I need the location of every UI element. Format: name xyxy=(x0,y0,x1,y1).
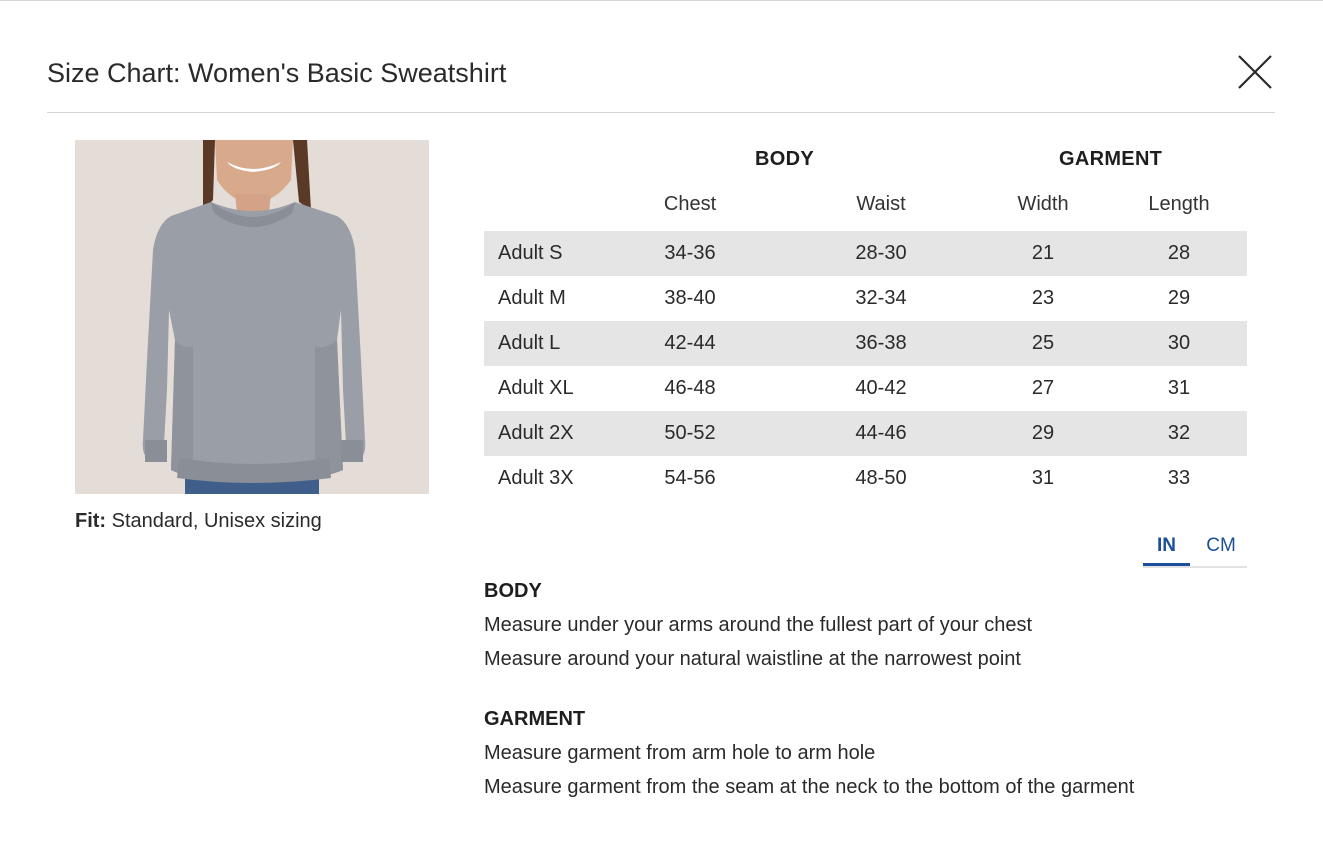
width-cell: 31 xyxy=(1031,467,1055,489)
size-cell: Adult L xyxy=(498,332,561,354)
length-cell: 31 xyxy=(1167,377,1191,399)
waist-cell: 36-38 xyxy=(855,332,907,354)
group-header-garment: GARMENT xyxy=(1059,148,1163,170)
table-body xyxy=(484,231,1247,501)
close-icon xyxy=(1235,52,1275,92)
fit-description xyxy=(75,510,322,533)
chest-cell: 46-48 xyxy=(664,377,716,399)
width-cell: 27 xyxy=(1031,377,1055,399)
length-cell: 28 xyxy=(1167,242,1191,264)
body-instruction-chest: Measure under your arms around the fullest part of your chest xyxy=(484,614,1033,636)
close-button[interactable] xyxy=(1235,52,1275,92)
product-image xyxy=(75,140,429,494)
length-cell: 33 xyxy=(1167,467,1191,489)
size-cell: Adult M xyxy=(498,287,566,309)
waist-cell: 28-30 xyxy=(855,242,907,264)
length-cell: 29 xyxy=(1167,287,1191,309)
unit-tab-cm[interactable]: CM xyxy=(1206,535,1236,556)
width-cell: 21 xyxy=(1031,242,1055,264)
table-row xyxy=(484,276,1247,321)
size-cell: Adult 2X xyxy=(498,422,574,444)
column-header-length: Length xyxy=(1148,193,1210,215)
fit-label: Fit: xyxy=(75,510,107,532)
length-cell: 32 xyxy=(1167,422,1191,444)
width-cell: 29 xyxy=(1031,422,1055,444)
garment-instruction-width: Measure garment from arm hole to arm hole xyxy=(484,742,876,764)
waist-cell: 44-46 xyxy=(855,422,907,444)
size-cell: Adult 3X xyxy=(498,467,574,489)
group-header-body: BODY xyxy=(755,148,814,170)
size-cell: Adult XL xyxy=(498,377,574,399)
unit-tab-in[interactable]: IN xyxy=(1143,532,1190,566)
table-row xyxy=(484,231,1247,276)
waist-cell: 48-50 xyxy=(855,467,907,489)
table-row xyxy=(484,411,1247,456)
table-row xyxy=(484,366,1247,411)
width-cell: 23 xyxy=(1031,287,1055,309)
length-cell: 30 xyxy=(1167,332,1191,354)
garment-instruction-length: Measure garment from the seam at the neck to the bottom of the garment xyxy=(484,776,1135,798)
waist-cell: 32-34 xyxy=(855,287,907,309)
column-header-waist: Waist xyxy=(856,193,906,215)
unit-toggle xyxy=(1143,532,1247,568)
garment-instructions-heading: GARMENT xyxy=(484,708,586,730)
body-instructions-heading: BODY xyxy=(484,580,542,602)
size-cell: Adult S xyxy=(498,242,563,264)
chest-cell: 54-56 xyxy=(664,467,716,489)
dialog-header xyxy=(47,52,1275,113)
column-header-chest: Chest xyxy=(663,193,717,215)
chest-cell: 34-36 xyxy=(664,242,716,264)
body-instruction-waist: Measure around your natural waistline at the narrowest point xyxy=(484,648,1021,670)
sweatshirt-illustration xyxy=(75,140,429,494)
chest-cell: 50-52 xyxy=(664,422,716,444)
chest-cell: 42-44 xyxy=(664,332,716,354)
table-row xyxy=(484,456,1247,501)
table-row xyxy=(484,321,1247,366)
chest-cell: 38-40 xyxy=(664,287,716,309)
column-header-width: Width xyxy=(1017,193,1069,215)
waist-cell: 40-42 xyxy=(855,377,907,399)
dialog-title: Size Chart: Women's Basic Sweatshirt xyxy=(47,58,507,88)
width-cell: 25 xyxy=(1031,332,1055,354)
fit-value: Standard, Unisex sizing xyxy=(111,510,322,532)
